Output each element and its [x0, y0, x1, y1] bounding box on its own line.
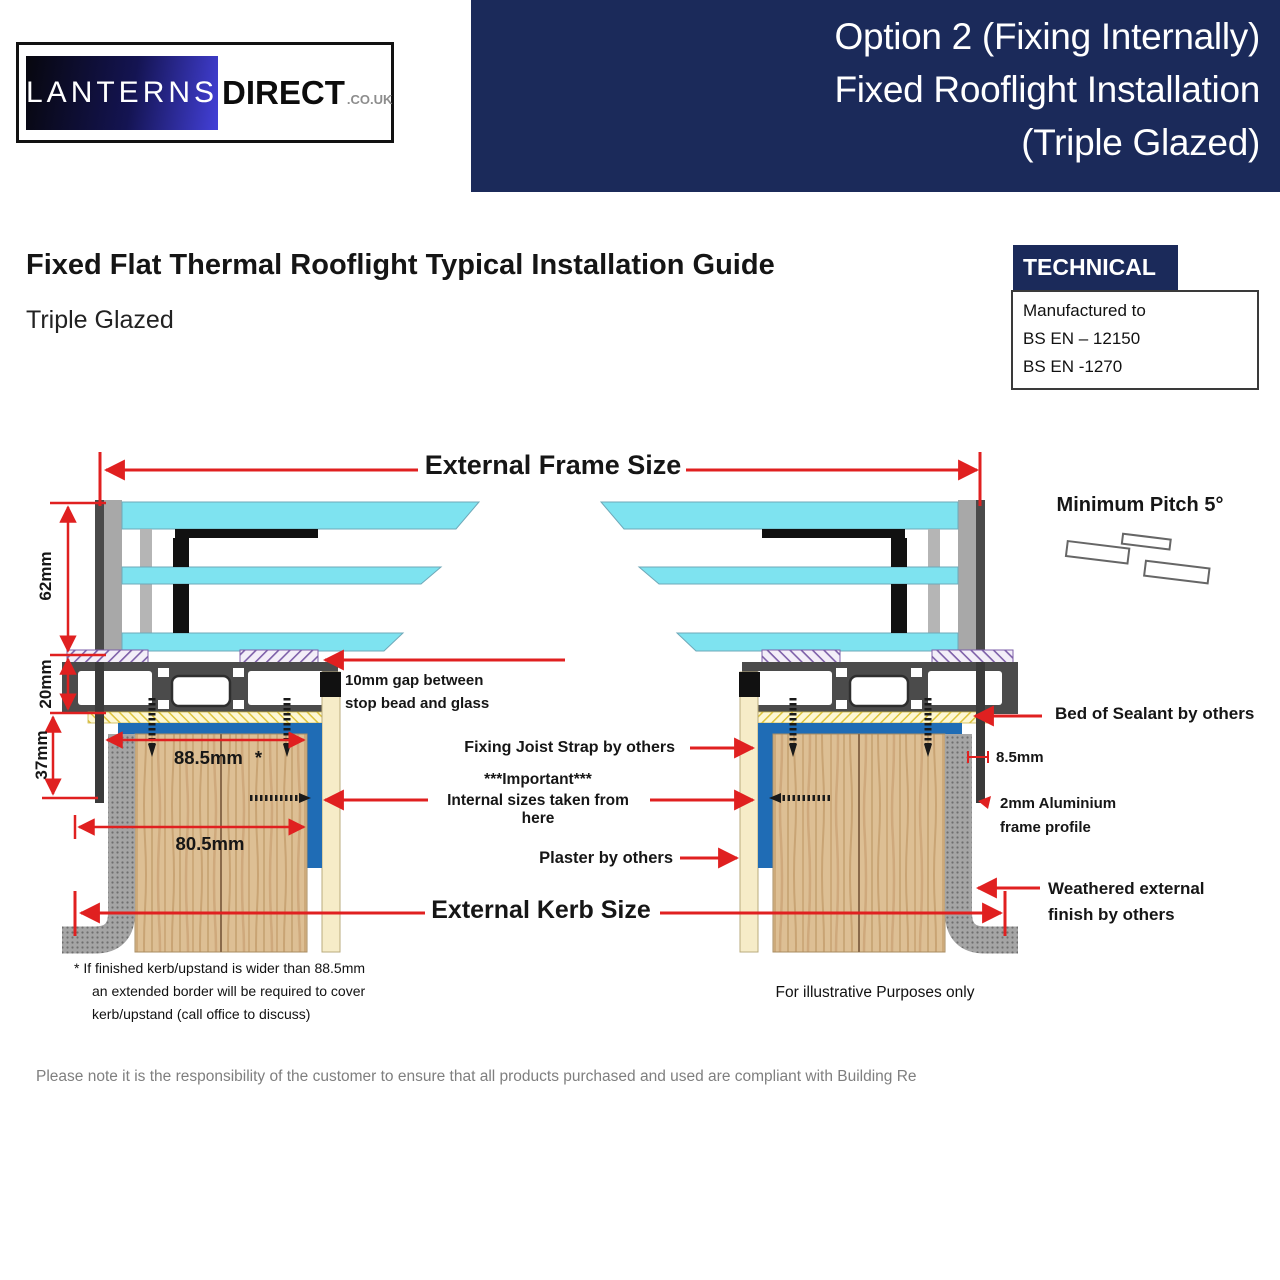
dim-62mm: 62mm [36, 551, 55, 601]
important-label: ***Important*** [484, 771, 592, 788]
plaster-label: Plaster by others [539, 849, 673, 867]
sealant-label: Bed of Sealant by others [1055, 704, 1255, 723]
logo-gradient-panel [26, 56, 218, 130]
minimum-pitch-label: Minimum Pitch 5° [1056, 494, 1224, 516]
internal-sizes-label: Internal sizes taken from here [447, 792, 629, 827]
dim-80-5mm: 80.5mm [175, 833, 245, 854]
weathered-finish-line-2: finish by others [1048, 905, 1175, 924]
illustrative-note: For illustrative Purposes only [775, 984, 975, 1001]
gap-label-line-1: 10mm gap between [345, 672, 484, 689]
technical-line-3: BS EN -1270 [1023, 357, 1123, 376]
gap-label [345, 669, 489, 715]
weathered-finish-line-1: Weathered external [1048, 879, 1205, 898]
logo-lanterns-text: LANTERNS [26, 75, 219, 109]
page-title: Fixed Flat Thermal Rooflight Typical Installation Guide [26, 249, 775, 281]
gap-label-line-2: stop bead and glass [345, 695, 490, 712]
technical-box-header: TECHNICAL [1013, 245, 1178, 290]
dim-8-5mm: 8.5mm [996, 749, 1044, 766]
joist-strap-label: Fixing Joist Strap by others [464, 739, 675, 756]
company-logo [16, 42, 394, 143]
logo-direct-text: DIRECT [222, 73, 345, 111]
aluminium-profile-label [1000, 792, 1116, 840]
dim-37mm: 37mm [32, 730, 51, 780]
compliance-note: Please note it is the responsibility of the customer to ensure that all products purchased and used are compliant with Building Re [36, 1068, 917, 1085]
aluminium-profile-line-2: frame profile [1000, 819, 1091, 836]
dim-88-5mm: 88.5mm * [173, 747, 263, 768]
technical-line-2: BS EN – 12150 [1023, 329, 1141, 348]
external-frame-size-label: External Frame Size [424, 450, 682, 480]
footnote-line-2: an extended border will be required to cover [92, 983, 366, 999]
technical-line-1: Manufactured to [1023, 301, 1146, 320]
kerb-footnote [74, 957, 365, 1026]
asterisk-marker: * [254, 747, 263, 768]
weathered-finish-label [1048, 876, 1205, 928]
external-kerb-size-label: External Kerb Size [431, 896, 651, 924]
footnote-line-3: kerb/upstand (call office to discuss) [92, 1006, 311, 1022]
banner-line-2: Fixed Rooflight Installation [834, 69, 1260, 110]
logo-tld-text: .CO.UK [346, 91, 393, 107]
aluminium-profile-line-1: 2mm Aluminium [1000, 795, 1117, 812]
logo-right-group [222, 74, 392, 112]
dim-20mm: 20mm [36, 659, 55, 709]
banner-line-3: (Triple Glazed) [1021, 122, 1260, 163]
footnote-line-1: * If finished kerb/upstand is wider than 88.5mm [74, 960, 366, 976]
option-banner [471, 0, 1280, 192]
technical-box-body [1011, 290, 1259, 390]
banner-line-1: Option 2 (Fixing Internally) [834, 16, 1260, 57]
page-subtitle: Triple Glazed [26, 306, 174, 334]
